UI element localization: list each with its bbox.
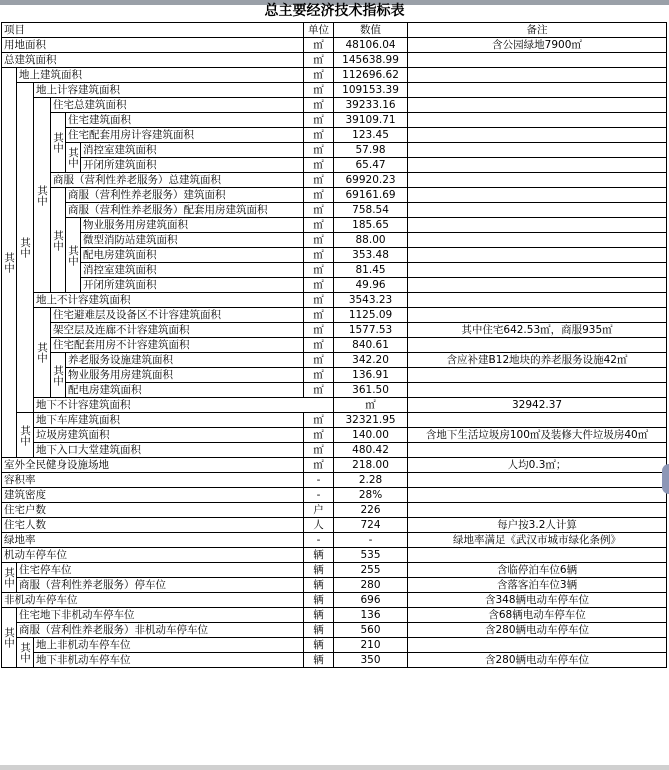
row-remark: 含公园绿地7900㎡	[408, 38, 667, 53]
row-unit: ㎡	[304, 248, 334, 263]
row-unit: 辆	[304, 563, 334, 578]
row-remark: 含68辆电动车停车位	[408, 608, 667, 623]
table-row	[2, 443, 667, 458]
table-row	[2, 368, 667, 383]
row-unit: 辆	[304, 608, 334, 623]
row-unit: ㎡	[304, 83, 334, 98]
row-value: 145638.99	[334, 53, 408, 68]
row-label: 地下不计容建筑面积	[34, 398, 334, 413]
table-title: 总主要经济技术指标表	[264, 3, 405, 19]
row-value: 109153.39	[334, 83, 408, 98]
row-label: 商服（营利性养老服务）总建筑面积	[51, 173, 304, 188]
row-label: 配电房建筑面积	[66, 383, 304, 398]
row-remark	[408, 338, 667, 353]
row-value: 342.20	[334, 353, 408, 368]
table-row	[2, 293, 667, 308]
row-remark	[408, 233, 667, 248]
row-label: 开闭所建筑面积	[81, 158, 304, 173]
row-label: 住宅地下非机动车停车位	[17, 608, 304, 623]
row-value: 57.98	[334, 143, 408, 158]
row-remark	[408, 218, 667, 233]
table-row	[2, 503, 667, 518]
row-value: 69161.69	[334, 188, 408, 203]
row-value: 3543.23	[334, 293, 408, 308]
qizhong-label: 其中	[2, 608, 17, 668]
row-remark: 含280辆电动车停车位	[408, 653, 667, 668]
row-remark	[408, 473, 667, 488]
row-label: 物业服务用房建筑面积	[66, 368, 304, 383]
row-remark	[408, 383, 667, 398]
row-value: 69920.23	[334, 173, 408, 188]
qizhong-label: 其中	[17, 413, 34, 458]
qizhong-label: 其中	[51, 113, 66, 173]
row-unit: ㎡	[304, 98, 334, 113]
row-label: 总建筑面积	[2, 53, 304, 68]
table-row	[2, 233, 667, 248]
row-value: 350	[334, 653, 408, 668]
qizhong-label: 其中	[2, 563, 17, 593]
row-remark: 含临停泊车位6辆	[408, 563, 667, 578]
row-remark: 含应补建B12地块的养老服务设施42㎡	[408, 353, 667, 368]
row-label: 住宅配套用房不计容建筑面积	[51, 338, 304, 353]
row-label: 物业服务用房建筑面积	[81, 218, 304, 233]
table-row	[2, 128, 667, 143]
row-unit: ㎡	[304, 38, 334, 53]
row-unit: 辆	[304, 638, 334, 653]
row-value: 112696.62	[334, 68, 408, 83]
row-value: 218.00	[334, 458, 408, 473]
table-row	[2, 638, 667, 653]
row-unit: -	[304, 488, 334, 503]
row-unit: ㎡	[304, 443, 334, 458]
row-value: 724	[334, 518, 408, 533]
table-row	[2, 383, 667, 398]
table-row	[2, 548, 667, 563]
qizhong-label: 其中	[2, 68, 17, 458]
row-unit: ㎡	[304, 113, 334, 128]
row-unit: ㎡	[304, 323, 334, 338]
table-row	[2, 563, 667, 578]
table-row	[2, 653, 667, 668]
row-label: 商服（营利性养老服务）停车位	[17, 578, 304, 593]
row-label: 地下车库建筑面积	[34, 413, 304, 428]
row-remark: 每户按3.2人计算	[408, 518, 667, 533]
row-unit: 户	[304, 503, 334, 518]
row-unit: ㎡	[304, 143, 334, 158]
table-row	[2, 38, 667, 53]
row-remark	[408, 368, 667, 383]
row-label: 非机动车停车位	[2, 593, 304, 608]
table-row	[2, 353, 667, 368]
table-row	[2, 278, 667, 293]
row-label: 住宅停车位	[17, 563, 304, 578]
row-unit: ㎡	[304, 218, 334, 233]
row-unit: ㎡	[304, 203, 334, 218]
table-row	[2, 623, 667, 638]
header-unit: 单位	[304, 23, 334, 38]
row-value: 32942.37	[408, 398, 667, 413]
row-value: 136	[334, 608, 408, 623]
row-remark	[408, 188, 667, 203]
table-row	[2, 518, 667, 533]
row-unit: ㎡	[304, 158, 334, 173]
row-remark: 人均0.3㎡；	[408, 458, 667, 473]
row-remark	[408, 503, 667, 518]
row-remark: 其中住宅642.53㎡，商服935㎡	[408, 323, 667, 338]
qizhong-label: 其中	[34, 308, 51, 398]
table-row	[2, 263, 667, 278]
row-unit: ㎡	[304, 383, 334, 398]
qizhong-label: 其中	[66, 218, 81, 293]
row-remark	[408, 128, 667, 143]
row-remark	[408, 98, 667, 113]
table-row	[2, 218, 667, 233]
row-label: 商服（营利性养老服务）建筑面积	[66, 188, 304, 203]
header-row	[2, 23, 667, 38]
row-unit: ㎡	[304, 263, 334, 278]
row-label: 住宅建筑面积	[66, 113, 304, 128]
row-remark	[408, 83, 667, 98]
row-label: 配电房建筑面积	[81, 248, 304, 263]
row-label: 建筑密度	[2, 488, 304, 503]
row-label: 地上非机动车停车位	[34, 638, 304, 653]
row-label: 机动车停车位	[2, 548, 304, 563]
table-row	[2, 593, 667, 608]
qizhong-label: 其中	[17, 638, 34, 668]
row-remark	[408, 488, 667, 503]
table-row	[2, 413, 667, 428]
row-value: 32321.95	[334, 413, 408, 428]
row-value: 39233.16	[334, 98, 408, 113]
row-value: 560	[334, 623, 408, 638]
table-row	[2, 473, 667, 488]
qizhong-label: 其中	[51, 188, 66, 293]
row-unit: ㎡	[304, 233, 334, 248]
table-row	[2, 323, 667, 338]
row-value: 81.45	[334, 263, 408, 278]
window-bottom-band	[0, 765, 669, 770]
table-row	[2, 338, 667, 353]
row-label: 容积率	[2, 473, 304, 488]
row-unit: 辆	[304, 623, 334, 638]
qizhong-label: 其中	[66, 143, 81, 173]
row-unit: ㎡	[304, 428, 334, 443]
table-row	[2, 248, 667, 263]
row-remark: 含地下生活垃圾房100㎡及装修大件垃圾房40㎡	[408, 428, 667, 443]
row-label: 开闭所建筑面积	[81, 278, 304, 293]
row-unit: ㎡	[304, 353, 334, 368]
row-value: 696	[334, 593, 408, 608]
row-value: 255	[334, 563, 408, 578]
row-value: 280	[334, 578, 408, 593]
table-row	[2, 53, 667, 68]
row-unit: 辆	[304, 593, 334, 608]
row-remark: 含落客泊车位3辆	[408, 578, 667, 593]
header-item: 项目	[2, 23, 304, 38]
row-value: 535	[334, 548, 408, 563]
table-row	[2, 578, 667, 593]
row-value: 39109.71	[334, 113, 408, 128]
row-unit: 人	[304, 518, 334, 533]
row-value: 1577.53	[334, 323, 408, 338]
table-row	[2, 428, 667, 443]
row-remark	[408, 638, 667, 653]
table-row	[2, 98, 667, 113]
row-unit: ㎡	[304, 68, 334, 83]
header-value: 数值	[334, 23, 408, 38]
table-row	[2, 533, 667, 548]
row-value: 210	[334, 638, 408, 653]
qizhong-label: 其中	[17, 83, 34, 413]
row-value: 840.61	[334, 338, 408, 353]
row-label: 商服（营利性养老服务）非机动车停车位	[17, 623, 304, 638]
row-unit: ㎡	[334, 398, 408, 413]
row-remark	[408, 263, 667, 278]
row-label: 地上不计容建筑面积	[34, 293, 304, 308]
table-row	[2, 173, 667, 188]
row-remark	[408, 413, 667, 428]
row-label: 住宅户数	[2, 503, 304, 518]
row-value: 1125.09	[334, 308, 408, 323]
row-remark	[408, 53, 667, 68]
row-value: -	[334, 533, 408, 548]
row-label: 住宅配套用房计容建筑面积	[66, 128, 304, 143]
table-row	[2, 608, 667, 623]
row-remark	[408, 203, 667, 218]
row-unit: ㎡	[304, 413, 334, 428]
row-value: 758.54	[334, 203, 408, 218]
row-value: 65.47	[334, 158, 408, 173]
row-value: 353.48	[334, 248, 408, 263]
row-remark	[408, 248, 667, 263]
table-row	[2, 68, 667, 83]
row-value: 48106.04	[334, 38, 408, 53]
row-unit: ㎡	[304, 173, 334, 188]
row-value: 136.91	[334, 368, 408, 383]
row-remark	[408, 68, 667, 83]
row-unit: ㎡	[304, 368, 334, 383]
row-remark: 含280辆电动车停车位	[408, 623, 667, 638]
row-label: 消控室建筑面积	[81, 143, 304, 158]
row-unit: ㎡	[304, 338, 334, 353]
row-unit: -	[304, 473, 334, 488]
table-row	[2, 158, 667, 173]
row-label: 微型消防站建筑面积	[81, 233, 304, 248]
row-label: 住宅人数	[2, 518, 304, 533]
row-remark	[408, 113, 667, 128]
table-row	[2, 113, 667, 128]
row-value: 88.00	[334, 233, 408, 248]
table-row	[2, 143, 667, 158]
row-label: 室外全民健身设施场地	[2, 458, 304, 473]
row-unit: ㎡	[304, 308, 334, 323]
row-unit: ㎡	[304, 128, 334, 143]
table-row	[2, 83, 667, 98]
row-remark	[408, 143, 667, 158]
row-remark	[408, 548, 667, 563]
row-unit: 辆	[304, 653, 334, 668]
row-label: 地下入口大堂建筑面积	[34, 443, 304, 458]
row-label: 地上计容建筑面积	[34, 83, 304, 98]
row-unit: ㎡	[304, 278, 334, 293]
table-row	[2, 188, 667, 203]
row-label: 住宅总建筑面积	[51, 98, 304, 113]
row-value: 140.00	[334, 428, 408, 443]
row-value: 361.50	[334, 383, 408, 398]
row-remark	[408, 443, 667, 458]
row-remark	[408, 173, 667, 188]
qizhong-label: 其中	[51, 353, 66, 398]
row-value: 226	[334, 503, 408, 518]
row-unit: ㎡	[304, 53, 334, 68]
row-value: 123.45	[334, 128, 408, 143]
row-label: 住宅避难层及设备区不计容建筑面积	[51, 308, 304, 323]
row-label: 绿地率	[2, 533, 304, 548]
row-label: 垃圾房建筑面积	[34, 428, 304, 443]
row-label: 用地面积	[2, 38, 304, 53]
row-label: 地下非机动车停车位	[34, 653, 304, 668]
row-unit: ㎡	[304, 458, 334, 473]
row-remark	[408, 293, 667, 308]
row-remark: 绿地率满足《武汉市城市绿化条例》	[408, 533, 667, 548]
row-value: 2.28	[334, 473, 408, 488]
row-value: 185.65	[334, 218, 408, 233]
row-remark	[408, 308, 667, 323]
table-row	[2, 308, 667, 323]
row-value: 49.96	[334, 278, 408, 293]
table-row	[2, 488, 667, 503]
qizhong-label: 其中	[34, 98, 51, 293]
row-value: 28%	[334, 488, 408, 503]
row-label: 养老服务设施建筑面积	[66, 353, 304, 368]
row-label: 地上建筑面积	[17, 68, 304, 83]
row-unit: ㎡	[304, 293, 334, 308]
header-remark: 备注	[408, 23, 667, 38]
row-unit: ㎡	[304, 188, 334, 203]
scroll-handle[interactable]	[662, 464, 669, 494]
row-remark	[408, 158, 667, 173]
row-label: 消控室建筑面积	[81, 263, 304, 278]
row-remark: 含348辆电动车停车位	[408, 593, 667, 608]
row-unit: 辆	[304, 578, 334, 593]
row-label: 架空层及连廊不计容建筑面积	[51, 323, 304, 338]
table-row	[2, 398, 667, 413]
table-row	[2, 203, 667, 218]
row-remark	[408, 278, 667, 293]
table-row	[2, 458, 667, 473]
row-unit: 辆	[304, 548, 334, 563]
row-label: 商服（营利性养老服务）配套用房建筑面积	[66, 203, 304, 218]
row-value: 480.42	[334, 443, 408, 458]
row-unit: -	[304, 533, 334, 548]
indicator-table	[1, 22, 667, 668]
